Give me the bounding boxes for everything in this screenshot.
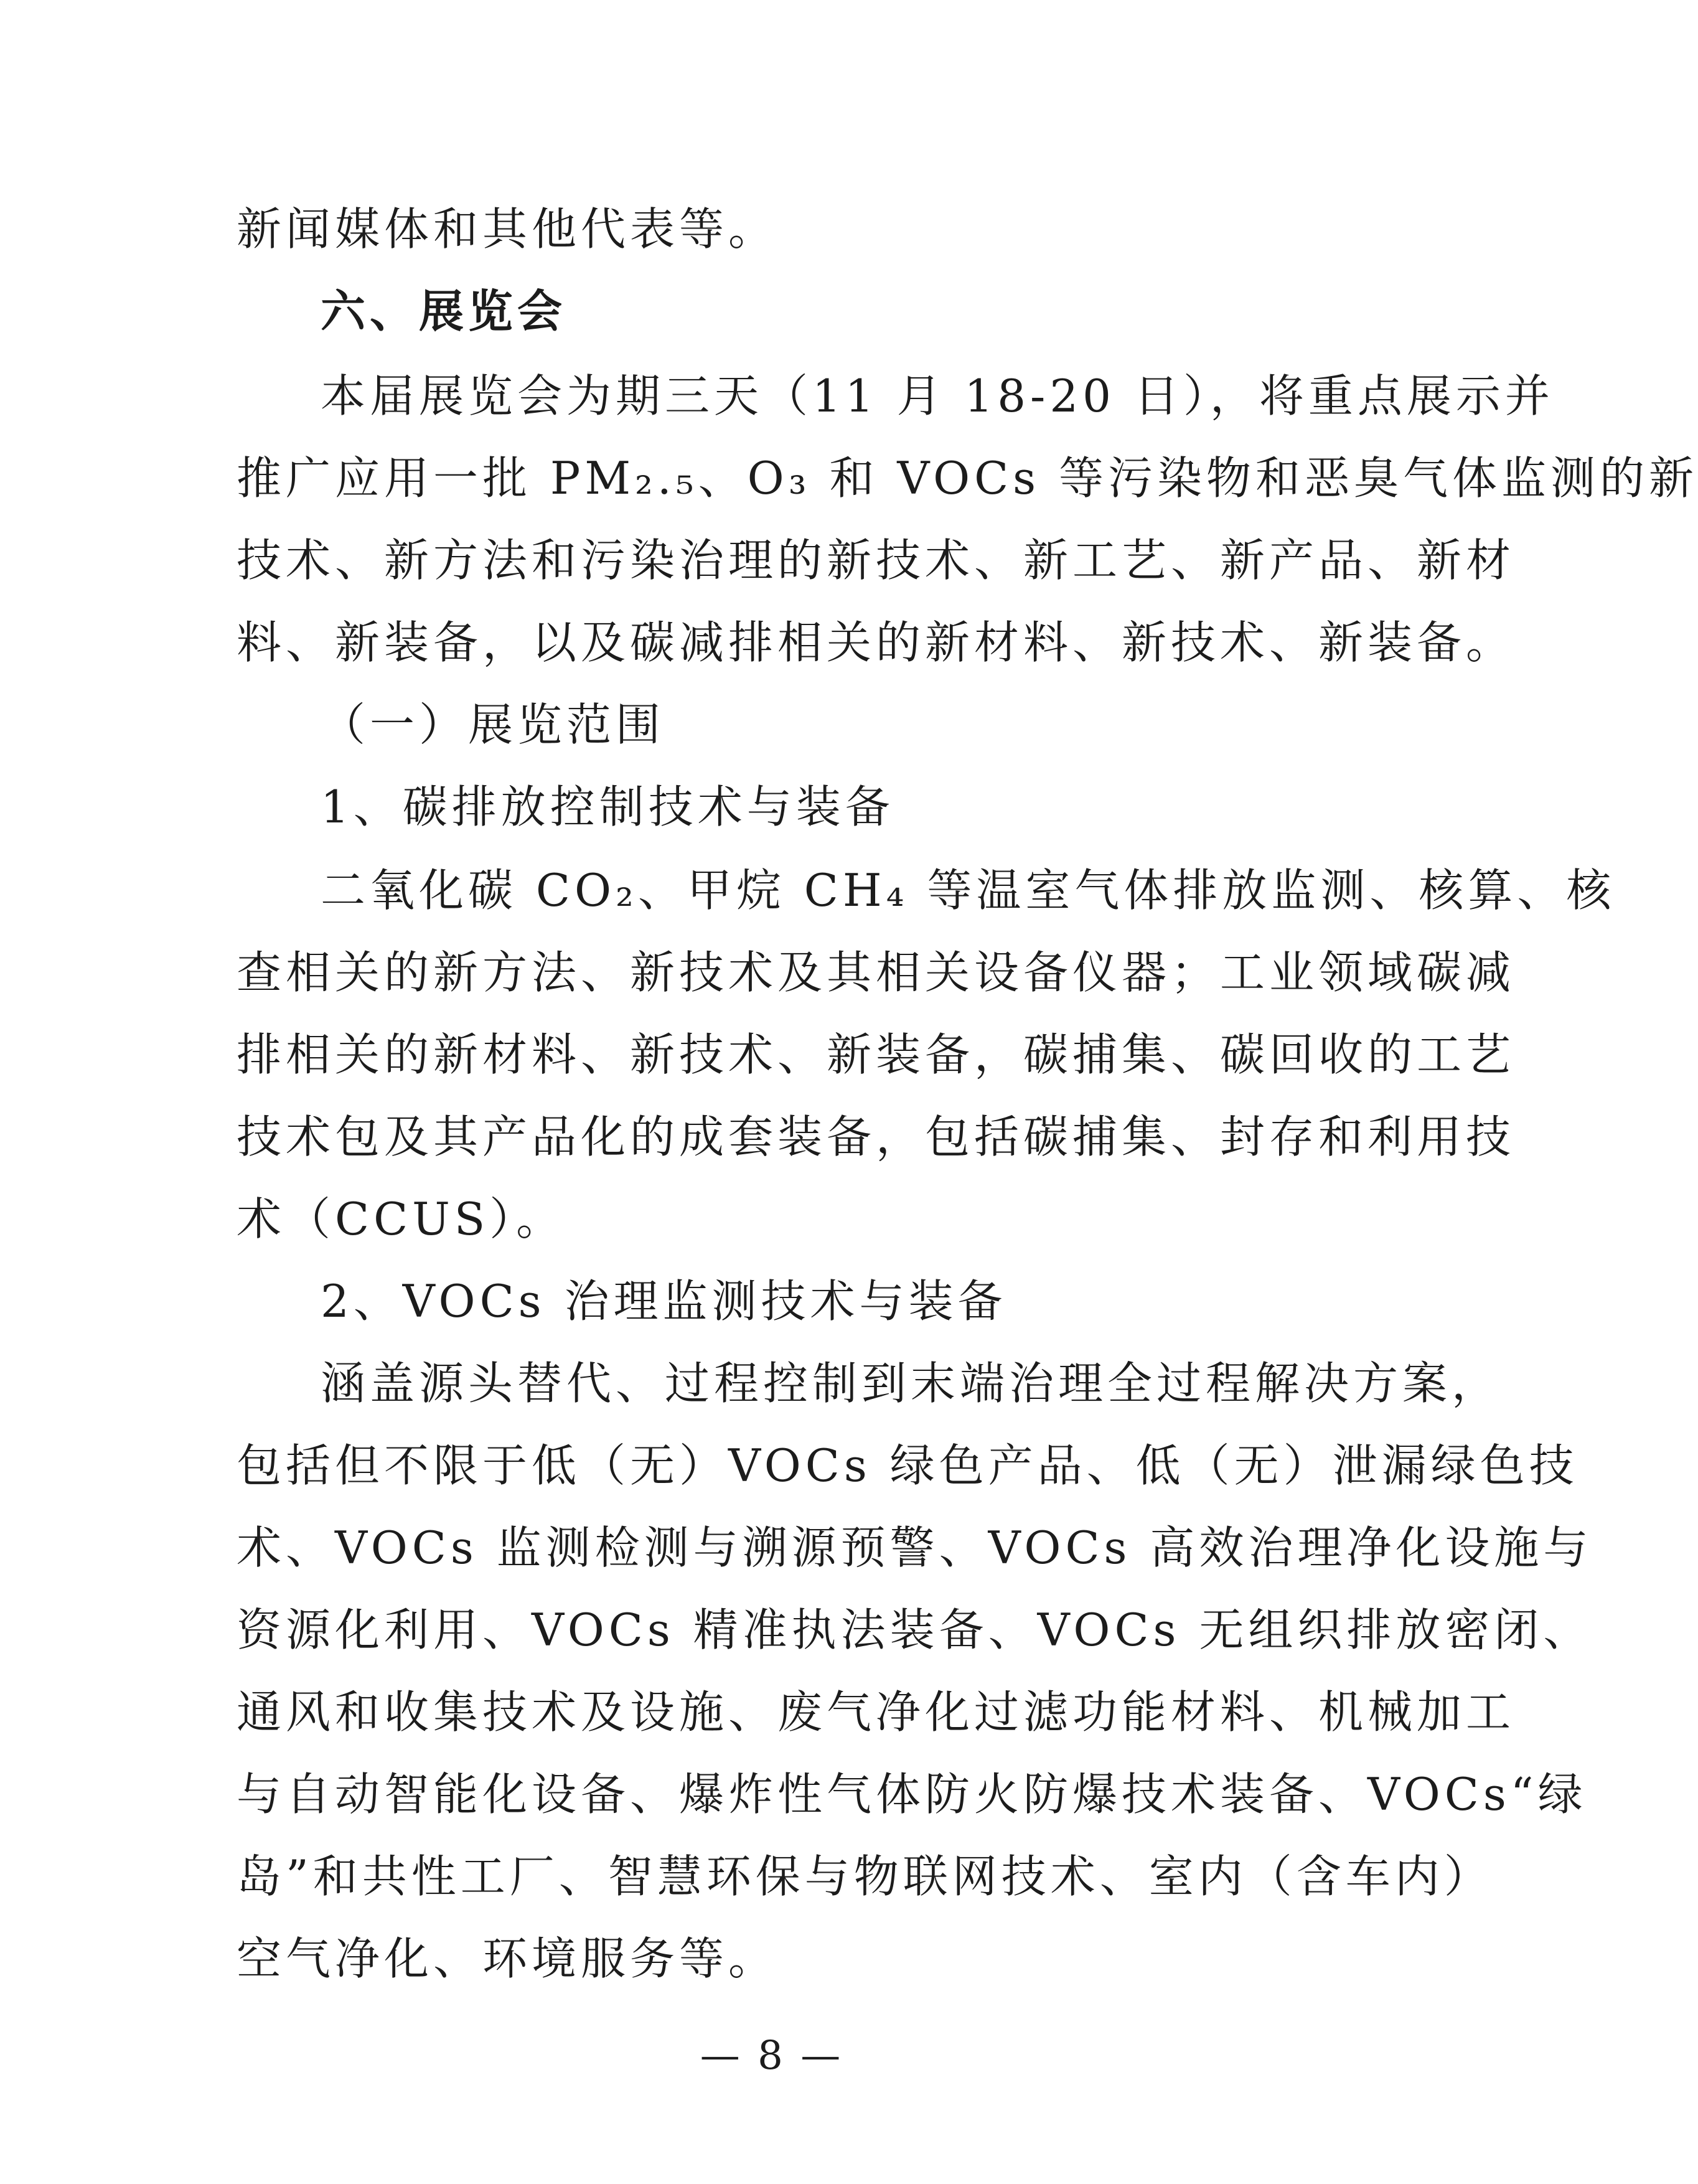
paragraph-line: 空气净化、环境服务等。	[237, 1932, 778, 1985]
paragraph-line: 术、VOCs 监测检测与溯源预警、VOCs 高效治理净化设施与	[237, 1522, 1593, 1574]
paragraph-line: 包括但不限于低（无）VOCs 绿色产品、低（无）泄漏绿色技	[237, 1439, 1578, 1492]
paragraph-line: 技术包及其产品化的成套装备，包括碳捕集、封存和利用技	[237, 1111, 1516, 1163]
paragraph-line: 排相关的新材料、新技术、新装备，碳捕集、碳回收的工艺	[237, 1028, 1516, 1081]
subsection-heading: （一）展览范围	[321, 699, 665, 751]
paragraph-line: 新闻媒体和其他代表等。	[237, 203, 778, 255]
paragraph-line: 二氧化碳 CO₂、甲烷 CH₄ 等温室气体排放监测、核算、核	[321, 864, 1616, 916]
paragraph-line: 查相关的新方法、新技术及其相关设备仪器；工业领域碳减	[237, 946, 1516, 999]
paragraph-line: 本届展览会为期三天（11 月 18-20 日），将重点展示并	[321, 370, 1554, 422]
paragraph-line: 资源化利用、VOCs 精准执法装备、VOCs 无组织排放密闭、	[237, 1604, 1593, 1656]
paragraph-line: 岛”和共性工厂、智慧环保与物联网技术、室内（含车内）	[237, 1850, 1493, 1903]
subsection-heading: 2、VOCs 治理监测技术与装备	[321, 1275, 1007, 1327]
section-heading: 六、展览会	[321, 285, 567, 337]
paragraph-line: 涵盖源头替代、过程控制到末端治理全过程解决方案，	[321, 1357, 1501, 1410]
paragraph-line: 技术、新方法和污染治理的新技术、新工艺、新产品、新材	[237, 534, 1516, 586]
page-number: — 8 —	[700, 2033, 843, 2079]
paragraph-line: 与自动智能化设备、爆炸性气体防火防爆技术装备、VOCs“绿	[237, 1768, 1587, 1820]
subsection-heading: 1、碳排放控制技术与装备	[321, 781, 894, 833]
paragraph-line: 推广应用一批 PM₂.₅、O₃ 和 VOCs 等污染物和恶臭气体监测的新	[237, 452, 1698, 504]
paragraph-line: 通风和收集技术及设施、废气净化过滤功能材料、机械加工	[237, 1686, 1516, 1738]
paragraph-line: 料、新装备，以及碳减排相关的新材料、新技术、新装备。	[237, 616, 1516, 669]
paragraph-line: 术（CCUS）。	[237, 1193, 566, 1245]
